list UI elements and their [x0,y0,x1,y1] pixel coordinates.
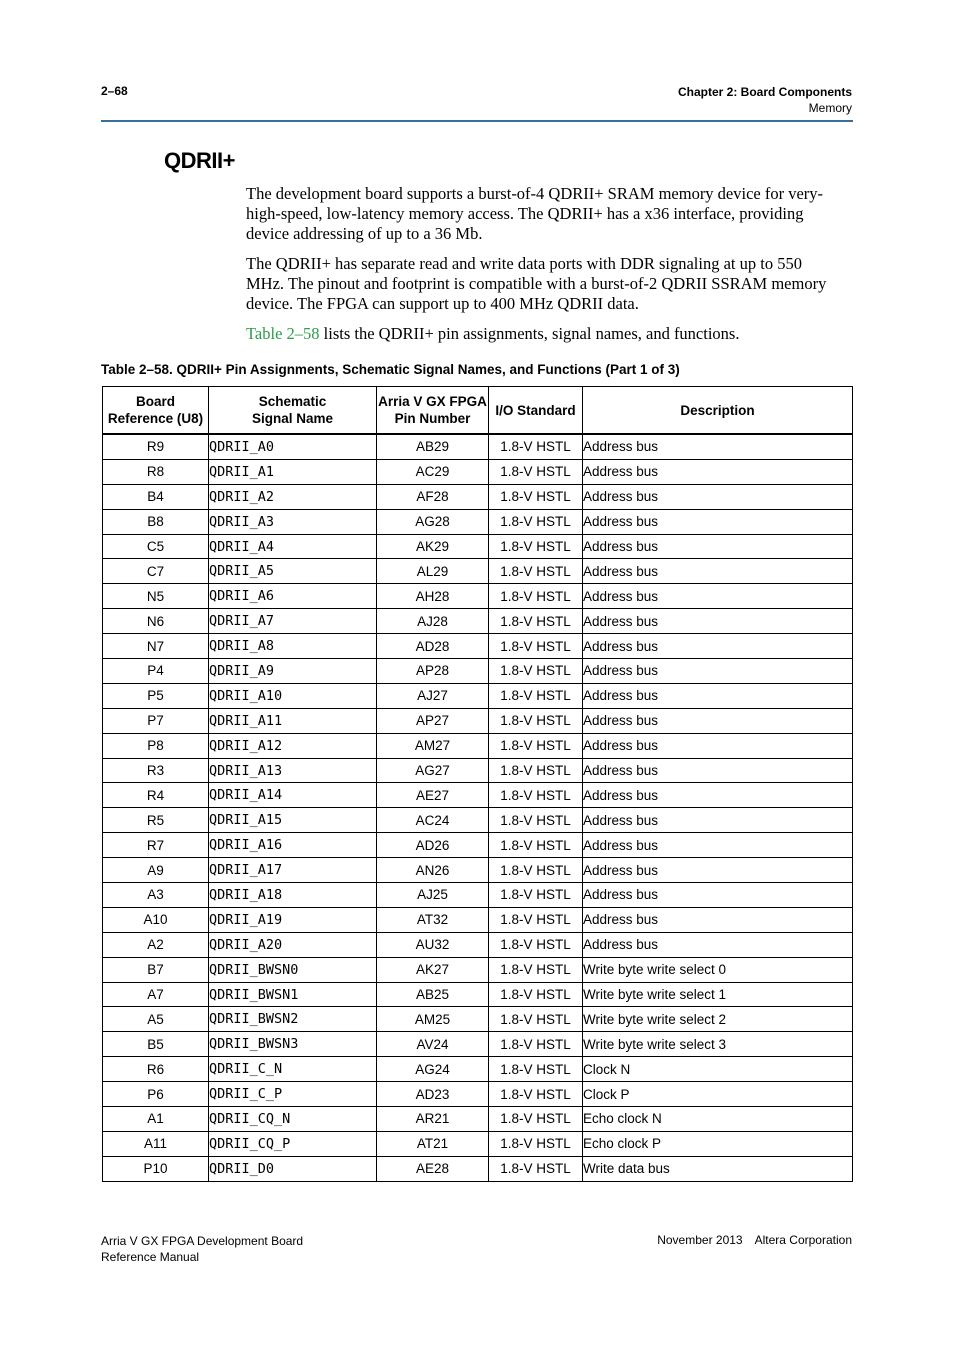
cell-signal-name: QDRII_BWSN3 [209,1032,377,1057]
table-row [103,609,853,634]
cell-signal-name: QDRII_A10 [209,683,377,708]
header-io-standard: I/O Standard [489,387,583,435]
cell-signal-name: QDRII_A11 [209,708,377,733]
cell-description: Address bus [583,683,853,708]
cell-signal-name: QDRII_A16 [209,833,377,858]
cell-description: Address bus [583,609,853,634]
cell-description: Address bus [583,509,853,534]
cell-signal-name: QDRII_A6 [209,584,377,609]
table-row [103,434,853,459]
table-row [103,907,853,932]
cell-board-reference: A11 [103,1131,209,1156]
cell-signal-name: QDRII_C_N [209,1057,377,1082]
cell-description: Address bus [583,932,853,957]
cell-board-reference: C7 [103,559,209,584]
table-row [103,509,853,534]
table-row [103,1007,853,1032]
cell-board-reference: P10 [103,1156,209,1181]
cell-pin-number: AJ28 [377,609,489,634]
table-row [103,1057,853,1082]
cell-pin-number: AD23 [377,1082,489,1107]
table-row [103,683,853,708]
cell-signal-name: QDRII_A14 [209,783,377,808]
cell-board-reference: R6 [103,1057,209,1082]
cell-description: Address bus [583,808,853,833]
cell-io-standard: 1.8-V HSTL [489,758,583,783]
cell-board-reference: P4 [103,659,209,684]
cell-description: Address bus [583,733,853,758]
cell-signal-name: QDRII_A5 [209,559,377,584]
page-number: 2–68 [101,84,128,98]
cell-board-reference: B5 [103,1032,209,1057]
footer-publisher [657,1233,852,1247]
cell-signal-name: QDRII_CQ_N [209,1107,377,1132]
cell-description: Address bus [583,883,853,908]
cell-description: Address bus [583,634,853,659]
cell-io-standard: 1.8-V HSTL [489,733,583,758]
table-row [103,1131,853,1156]
cell-description: Address bus [583,559,853,584]
cell-board-reference: B4 [103,484,209,509]
cell-board-reference: A3 [103,883,209,908]
table-row [103,932,853,957]
cell-description: Write byte write select 1 [583,982,853,1007]
cell-io-standard: 1.8-V HSTL [489,907,583,932]
footer-document-title [101,1233,303,1265]
cell-board-reference: A5 [103,1007,209,1032]
cell-board-reference: P5 [103,683,209,708]
cell-description: Write data bus [583,1156,853,1181]
cell-signal-name: QDRII_A1 [209,459,377,484]
cell-io-standard: 1.8-V HSTL [489,683,583,708]
cell-pin-number: AG28 [377,509,489,534]
cell-signal-name: QDRII_A19 [209,907,377,932]
cell-signal-name: QDRII_A9 [209,659,377,684]
cell-io-standard: 1.8-V HSTL [489,659,583,684]
cell-signal-name: QDRII_C_P [209,1082,377,1107]
cell-io-standard: 1.8-V HSTL [489,833,583,858]
cell-pin-number: AF28 [377,484,489,509]
cell-io-standard: 1.8-V HSTL [489,559,583,584]
chapter-title: Chapter 2: Board Components [677,85,852,99]
cell-pin-number: AP28 [377,659,489,684]
cell-pin-number: AR21 [377,1107,489,1132]
cell-io-standard: 1.8-V HSTL [489,1156,583,1181]
cell-io-standard: 1.8-V HSTL [489,957,583,982]
cell-pin-number: AK27 [377,957,489,982]
cell-board-reference: A7 [103,982,209,1007]
cell-board-reference: N5 [103,584,209,609]
cell-description: Address bus [583,783,853,808]
table-row [103,833,853,858]
table-row [103,534,853,559]
cell-io-standard: 1.8-V HSTL [489,982,583,1007]
cell-description: Address bus [583,584,853,609]
table-row [103,883,853,908]
cell-io-standard: 1.8-V HSTL [489,808,583,833]
table-row [103,459,853,484]
cell-board-reference: C5 [103,534,209,559]
header-description: Description [583,387,853,435]
cell-description: Address bus [583,434,853,459]
cell-signal-name: QDRII_BWSN1 [209,982,377,1007]
cell-pin-number: AU32 [377,932,489,957]
cell-pin-number: AE27 [377,783,489,808]
cell-signal-name: QDRII_A17 [209,858,377,883]
cell-pin-number: AG27 [377,758,489,783]
cell-signal-name: QDRII_A18 [209,883,377,908]
cell-signal-name: QDRII_A15 [209,808,377,833]
table-row [103,484,853,509]
cell-io-standard: 1.8-V HSTL [489,883,583,908]
paragraph-3 [246,324,836,344]
cell-pin-number: AC29 [377,459,489,484]
table-row [103,808,853,833]
cell-signal-name: QDRII_A20 [209,932,377,957]
table-body [103,434,853,1181]
cell-io-standard: 1.8-V HSTL [489,1007,583,1032]
table-header-row [103,387,853,435]
cell-pin-number: AK29 [377,534,489,559]
cell-signal-name: QDRII_A4 [209,534,377,559]
cell-io-standard: 1.8-V HSTL [489,858,583,883]
cell-board-reference: N7 [103,634,209,659]
cell-board-reference: P7 [103,708,209,733]
cell-pin-number: AJ27 [377,683,489,708]
cell-board-reference: N6 [103,609,209,634]
paragraph-3-text: lists the QDRII+ pin assignments, signal names, and functions. [319,324,740,343]
table-row [103,733,853,758]
cell-io-standard: 1.8-V HSTL [489,708,583,733]
cell-description: Address bus [583,858,853,883]
cell-io-standard: 1.8-V HSTL [489,509,583,534]
cell-io-standard: 1.8-V HSTL [489,609,583,634]
cell-io-standard: 1.8-V HSTL [489,459,583,484]
table-row [103,708,853,733]
cell-description: Address bus [583,484,853,509]
cell-description: Write byte write select 3 [583,1032,853,1057]
cell-board-reference: R9 [103,434,209,459]
cell-pin-number: AM27 [377,733,489,758]
cell-board-reference: A2 [103,932,209,957]
table-row [103,1107,853,1132]
section-title: QDRII+ [164,148,235,173]
cell-board-reference: R8 [103,459,209,484]
cell-pin-number: AH28 [377,584,489,609]
cell-board-reference: P8 [103,733,209,758]
table-row [103,758,853,783]
cell-signal-name: QDRII_BWSN0 [209,957,377,982]
cell-pin-number: AV24 [377,1032,489,1057]
cell-pin-number: AP27 [377,708,489,733]
cell-signal-name: QDRII_A3 [209,509,377,534]
cell-description: Write byte write select 2 [583,1007,853,1032]
cell-description: Address bus [583,758,853,783]
paragraph-1: The development board supports a burst-of-4 QDRII+ SRAM memory device for very-high-speed, low-latency memory access. The QDRII+ has a x36 interface, providing device addressing of up to a 36 Mb. [246,184,824,243]
cell-board-reference: R4 [103,783,209,808]
cell-board-reference: B7 [103,957,209,982]
cell-io-standard: 1.8-V HSTL [489,434,583,459]
cell-pin-number: AG24 [377,1057,489,1082]
footer-doc-line-2: Reference Manual [101,1250,200,1264]
section-name: Memory [808,101,852,115]
table-row [103,584,853,609]
header-board-reference: Board Reference (U8) [103,387,209,435]
cell-pin-number: AT32 [377,907,489,932]
cell-pin-number: AT21 [377,1131,489,1156]
cell-pin-number: AM25 [377,1007,489,1032]
cell-board-reference: B8 [103,509,209,534]
table-row [103,659,853,684]
table-row [103,982,853,1007]
cell-board-reference: P6 [103,1082,209,1107]
cell-io-standard: 1.8-V HSTL [489,783,583,808]
cell-io-standard: 1.8-V HSTL [489,1131,583,1156]
cell-description: Address bus [583,833,853,858]
pin-assignment-table [102,386,853,1182]
cell-description: Address bus [583,708,853,733]
cell-pin-number: AB29 [377,434,489,459]
table-row [103,1156,853,1181]
cell-signal-name: QDRII_A12 [209,733,377,758]
cell-pin-number: AN26 [377,858,489,883]
header-signal-name: Schematic Signal Name [209,387,377,435]
cell-pin-number: AL29 [377,559,489,584]
cell-description: Address bus [583,459,853,484]
cell-io-standard: 1.8-V HSTL [489,584,583,609]
table-row [103,1032,853,1057]
header-pin-number: Arria V GX FPGA Pin Number [377,387,489,435]
cell-io-standard: 1.8-V HSTL [489,1107,583,1132]
table-row [103,559,853,584]
cell-pin-number: AB25 [377,982,489,1007]
cell-io-standard: 1.8-V HSTL [489,1032,583,1057]
table-caption: Table 2–58. QDRII+ Pin Assignments, Schematic Signal Names, and Functions (Part 1 of 3) [101,362,680,377]
cell-board-reference: R3 [103,758,209,783]
cell-pin-number: AE28 [377,1156,489,1181]
table-row [103,858,853,883]
cell-description: Echo clock N [583,1107,853,1132]
cell-pin-number: AD28 [377,634,489,659]
cell-signal-name: QDRII_CQ_P [209,1131,377,1156]
cell-board-reference: A1 [103,1107,209,1132]
cell-io-standard: 1.8-V HSTL [489,634,583,659]
cell-description: Echo clock P [583,1131,853,1156]
cell-io-standard: 1.8-V HSTL [489,534,583,559]
cell-signal-name: QDRII_A0 [209,434,377,459]
cell-signal-name: QDRII_A7 [209,609,377,634]
footer-company: Altera Corporation [754,1233,852,1247]
cell-io-standard: 1.8-V HSTL [489,484,583,509]
cell-signal-name: QDRII_A2 [209,484,377,509]
cell-board-reference: R7 [103,833,209,858]
table-row [103,1082,853,1107]
cell-board-reference: A9 [103,858,209,883]
table-row [103,957,853,982]
table-row [103,783,853,808]
cell-description: Clock N [583,1057,853,1082]
table-row [103,634,853,659]
footer-doc-line-1: Arria V GX FPGA Development Board [101,1234,304,1248]
paragraph-2: The QDRII+ has separate read and write data ports with DDR signaling at up to 550 MHz. The pinout and footprint is compatible with a burst-of-2 QDRII SSRAM memory device. The FPGA can support up to 400 MHz QDRII data. [246,254,827,313]
cell-description: Address bus [583,534,853,559]
cell-description: Address bus [583,907,853,932]
cell-io-standard: 1.8-V HSTL [489,1082,583,1107]
cell-io-standard: 1.8-V HSTL [489,1057,583,1082]
cell-pin-number: AC24 [377,808,489,833]
cell-io-standard: 1.8-V HSTL [489,932,583,957]
cell-description: Address bus [583,659,853,684]
cell-pin-number: AD26 [377,833,489,858]
cell-signal-name: QDRII_A13 [209,758,377,783]
cell-description: Write byte write select 0 [583,957,853,982]
cell-signal-name: QDRII_BWSN2 [209,1007,377,1032]
cell-board-reference: R5 [103,808,209,833]
header-rule [101,120,853,122]
running-header [678,84,852,116]
cell-signal-name: QDRII_A8 [209,634,377,659]
cell-signal-name: QDRII_D0 [209,1156,377,1181]
table-cross-reference-link[interactable]: Table 2–58 [246,324,320,343]
footer-date: November 2013 [657,1233,743,1247]
cell-board-reference: A10 [103,907,209,932]
cell-pin-number: AJ25 [377,883,489,908]
cell-description: Clock P [583,1082,853,1107]
